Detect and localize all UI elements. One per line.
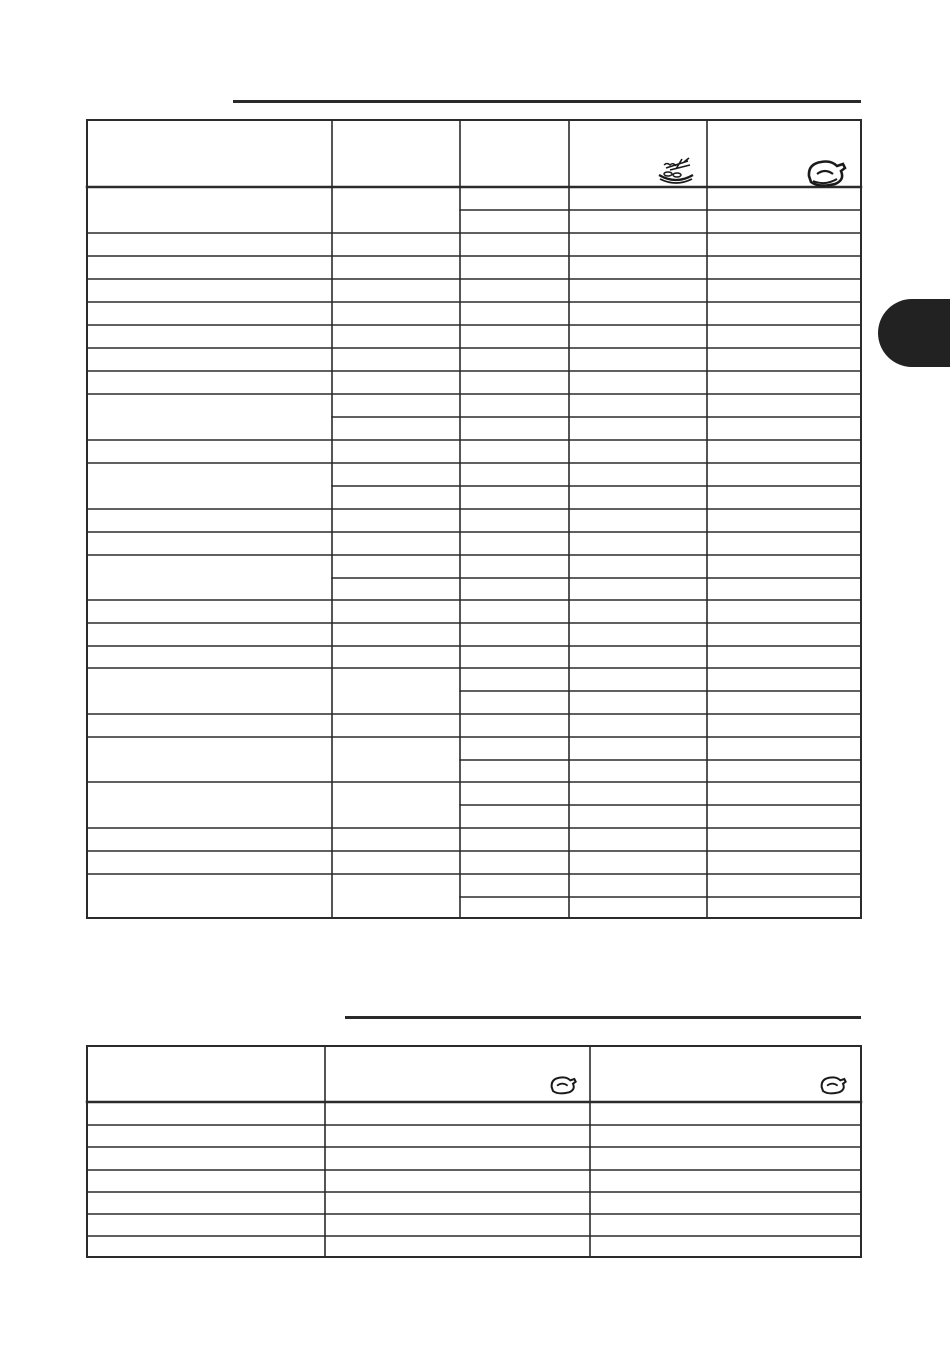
- chicken-icon: [819, 1075, 847, 1095]
- chicken-icon: [549, 1075, 577, 1095]
